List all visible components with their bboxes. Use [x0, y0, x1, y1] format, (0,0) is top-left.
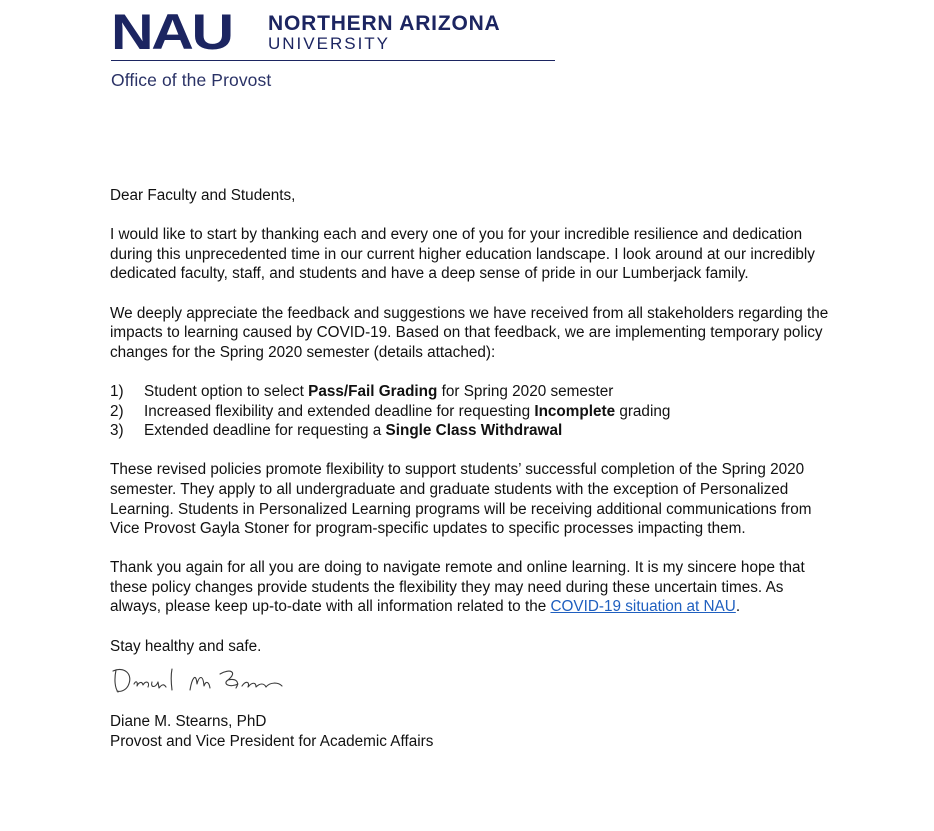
signatory-name: Diane M. Stearns, PhD — [110, 713, 267, 731]
list-item-text-before: Increased flexibility and extended deadline for requesting — [144, 402, 535, 420]
closing: Stay healthy and safe. — [110, 637, 262, 655]
signature-block — [110, 712, 830, 751]
office-name: Office of the Provost — [111, 70, 272, 90]
list-item-number: 1) — [110, 382, 124, 400]
list-item-text-before: Student option to select — [144, 382, 309, 400]
list-item — [110, 382, 830, 402]
paragraph-closing-thanks-end: . — [735, 598, 741, 616]
list-item-emphasis: Incomplete — [534, 402, 616, 420]
list-item-text-after: for Spring 2020 semester — [437, 382, 614, 400]
signature-icon — [110, 660, 310, 698]
paragraph-closing-thanks-text: Thank you again for all you are doing to navigate remote and online learning. It is my sincere hope that these policy changes provide students the flexibility they may need during these uncertain times. As always, please keep up-to-date with all information related to the — [110, 559, 805, 616]
nau-logo — [111, 4, 555, 60]
list-item-number: 2) — [110, 402, 124, 420]
list-item-text — [144, 402, 670, 422]
university-name-line1: NORTHERN ARIZONA — [268, 11, 501, 35]
paragraph-closing-thanks — [110, 558, 830, 617]
salutation: Dear Faculty and Students, — [110, 187, 296, 204]
letterhead-rule — [111, 60, 555, 61]
university-name-line2: UNIVERSITY — [268, 33, 391, 53]
list-item — [110, 402, 830, 422]
list-item-text-before: Extended deadline for requesting a — [144, 422, 386, 440]
nau-logo-mark: NAU — [111, 4, 232, 60]
covid-info-link[interactable]: COVID-19 situation at NAU — [550, 598, 736, 616]
list-item — [110, 421, 830, 441]
paragraph-thanks: I would like to start by thanking each and every one of you for your incredible resilience and dedication during this unprecedented time in our current higher education landscape. I look around at our incredibly dedicated faculty, staff, and students and have a deep sense of pride in our Lumberjack family. — [110, 226, 815, 283]
letter-body — [110, 186, 830, 751]
policy-list — [110, 382, 830, 441]
list-item-emphasis: Pass/Fail Grading — [308, 382, 438, 400]
letterhead — [111, 4, 555, 91]
paragraph-feedback: We deeply appreciate the feedback and suggestions we have received from all stakeholders regarding the impacts to learning caused by COVID-19. Based on that feedback, we are implementing temporary policy changes for the Spring 2020 semester (details attached): — [110, 304, 829, 361]
list-item-text-after: grading — [615, 402, 671, 420]
signatory-title: Provost and Vice President for Academic Affairs — [110, 732, 434, 750]
list-item-number: 3) — [110, 422, 124, 440]
list-item-text — [144, 421, 562, 441]
list-item-emphasis: Single Class Withdrawal — [385, 422, 563, 440]
list-item-text — [144, 382, 613, 402]
handwritten-signature — [110, 660, 830, 698]
university-name — [268, 13, 501, 52]
paragraph-policies: These revised policies promote flexibility to support students’ successful completion of the Spring 2020 semester. They apply to all undergraduate and graduate students with the exception of Personalized Learning. Students in Personalized Learning programs will be receiving additional communications from Vice Provost Gayla Stoner for program-specific updates to specific processes impacting them. — [110, 461, 812, 538]
